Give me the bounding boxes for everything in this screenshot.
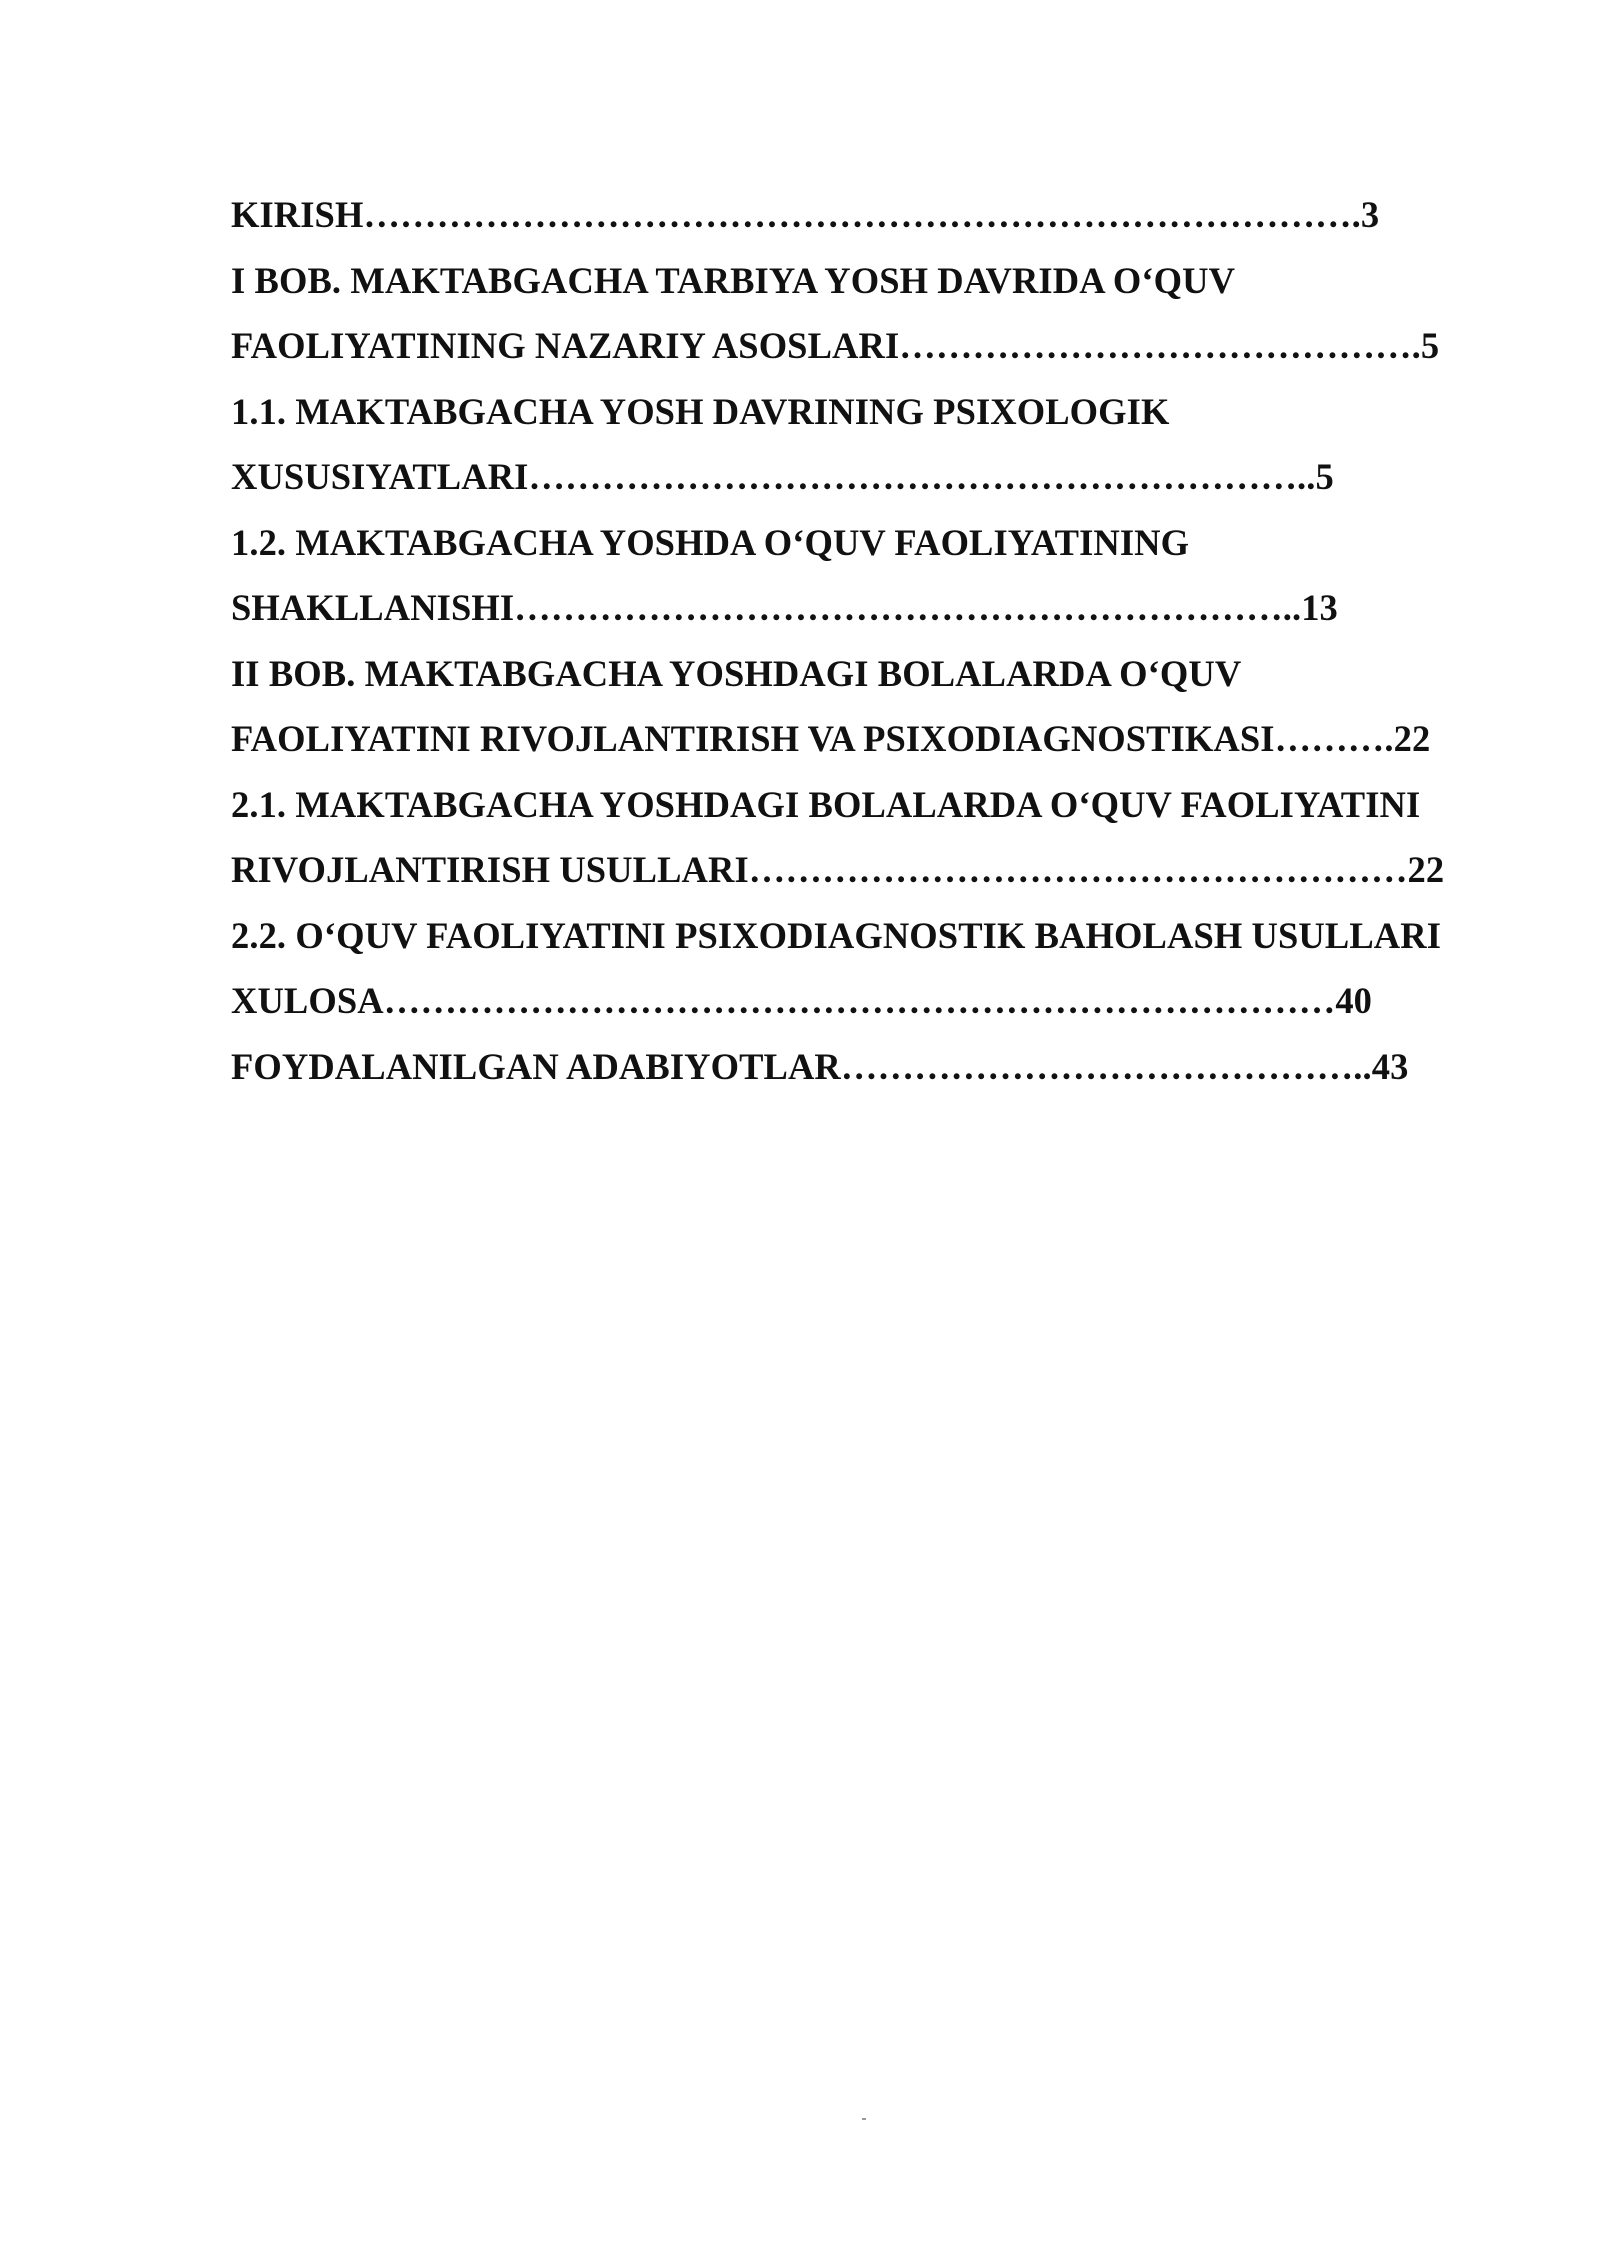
page-footer-mark (862, 2118, 866, 2120)
toc-entry-section-2-2: 2.2. O‘QUV FAOLIYATINI PSIXODIAGNOSTIK BAHOLASH USULLARI (231, 914, 1441, 956)
toc-entry-kirish: KIRISH……………………………………………………………………….3 (231, 194, 1380, 235)
toc-entry-section-1-2-cont: SHAKLLANISHI………………………………………………………..13 (231, 587, 1338, 628)
toc-entry-section-1-2: 1.2. MAKTABGACHA YOSHDA O‘QUV FAOLIYATINING (231, 521, 1190, 563)
toc-entry-chapter-1-title-cont: FAOLIYATINING NAZARIY ASOSLARI…………………………………….5 (231, 325, 1440, 366)
toc-entry-section-1-1: 1.1. MAKTABGACHA YOSH DAVRINING PSIXOLOGIK (231, 390, 1170, 432)
toc-entry-section-1-1-cont: XUSUSIYATLARI………………………………………………………..5 (231, 456, 1334, 497)
table-of-contents (231, 182, 1501, 1099)
toc-entry-xulosa: XULOSA……………………………………………………………………40 (231, 980, 1373, 1021)
toc-entry-references: FOYDALANILGAN ADABIYOTLAR……………………………………..43 (231, 1045, 1409, 1087)
toc-entry-chapter-2-title-cont: FAOLIYATINI RIVOJLANTIRISH VA PSIXODIAGNOSTIKASI……….22 (231, 718, 1431, 759)
toc-entry-section-2-1: 2.1. MAKTABGACHA YOSHDAGI BOLALARDA O‘QUV FAOLIYATINI (231, 783, 1421, 825)
toc-entry-chapter-1-title: I BOB. MAKTABGACHA TARBIYA YOSH DAVRIDA O‘QUV (231, 259, 1236, 301)
toc-entry-section-2-1-cont: RIVOJLANTIRISH USULLARI………………………………………………22 (231, 849, 1445, 890)
toc-entry-chapter-2-title: II BOB. MAKTABGACHA YOSHDAGI BOLALARDA O‘QUV (231, 652, 1242, 694)
